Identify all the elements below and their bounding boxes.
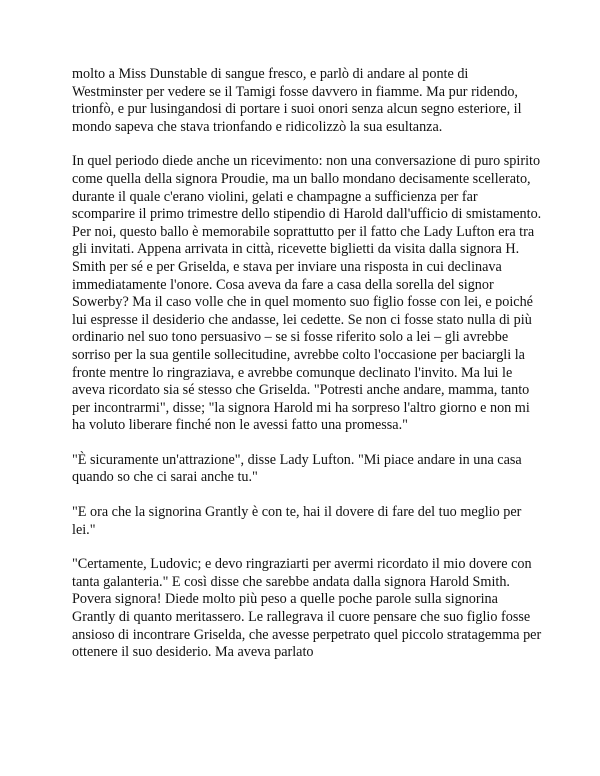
paragraph-5: "Certamente, Ludovic; e devo ringraziarti per avermi ricordato il mio dovere con tanta galanteria." E così disse che sarebbe andata dalla signora Harold Smith. Povera signora! Diede molto più peso a quelle poche parole sulla signorina Grantly di quanto meritassero. Le rallegrava il cuore pensare che suo figlio fosse ansioso di incontrare Griselda, che avesse perpetrato quel piccolo stratagemma per ottenere il suo desiderio. Ma aveva parlato (72, 556, 542, 661)
paragraph-4: "E ora che la signorina Grantly è con te, hai il dovere di fare del tuo meglio per lei." (72, 504, 522, 538)
paragraph-2: In quel periodo diede anche un ricevimento: non una conversazione di puro spirito come quella della signora Proudie, ma un ballo mondano decisamente scellerato, durante il quale c'erano violini, gelati e champagne a sufficienza per far scomparire il primo trimestre dello stipendio di Harold dall'ufficio di smistamento. Per noi, questo ballo è memorabile soprattutto per il fatto che Lady Lufton era tra gli invitati. Appena arrivata in città, ricevette biglietti da visita dalla signora H. Smith per sé e per Griselda, e stava per inviare una risposta in cui declinava immediatamente l'onore. Cosa aveva da fare a casa della sorella del signor Sowerby? Ma il caso volle che in quel momento suo figlio fosse con lei, e poiché lui espresse il desiderio che andasse, lei cedette. Se non ci fosse stato nulla di più ordinario nel suo tono persuasivo – se si fosse riferito solo a lei – gli avrebbe sorriso per la sua gentile sollecitudine, avrebbe colto l'occasione per baciargli la fronte mentre lo ringraziava, e avrebbe comunque declinato l'invito. Ma lui le aveva ricordato sia sé stesso che Griselda. "Potresti anche andare, mamma, tanto per incontrarmi", disse; "la signora Harold mi ha sorpreso l'altro giorno e non mi ha voluto liberare finché non le avessi fatto una promessa." (72, 153, 542, 434)
paragraph-3: "È sicuramente un'attrazione", disse Lady Lufton. "Mi piace andare in una casa quando so che ci sarai anche tu." (72, 451, 522, 486)
paragraph-1: molto a Miss Dunstable di sangue fresco, e parlò di andare al ponte di Westminster per vedere se il Tamigi fosse davvero in fiamme. Ma pur ridendo, trionfò, e pur lusingandosi di portare i suoi onori senza alcun segno esteriore, il mondo sapeva che stava trionfando e ridicolizzò la sua esultanza. (72, 66, 522, 135)
document-page (72, 66, 542, 662)
